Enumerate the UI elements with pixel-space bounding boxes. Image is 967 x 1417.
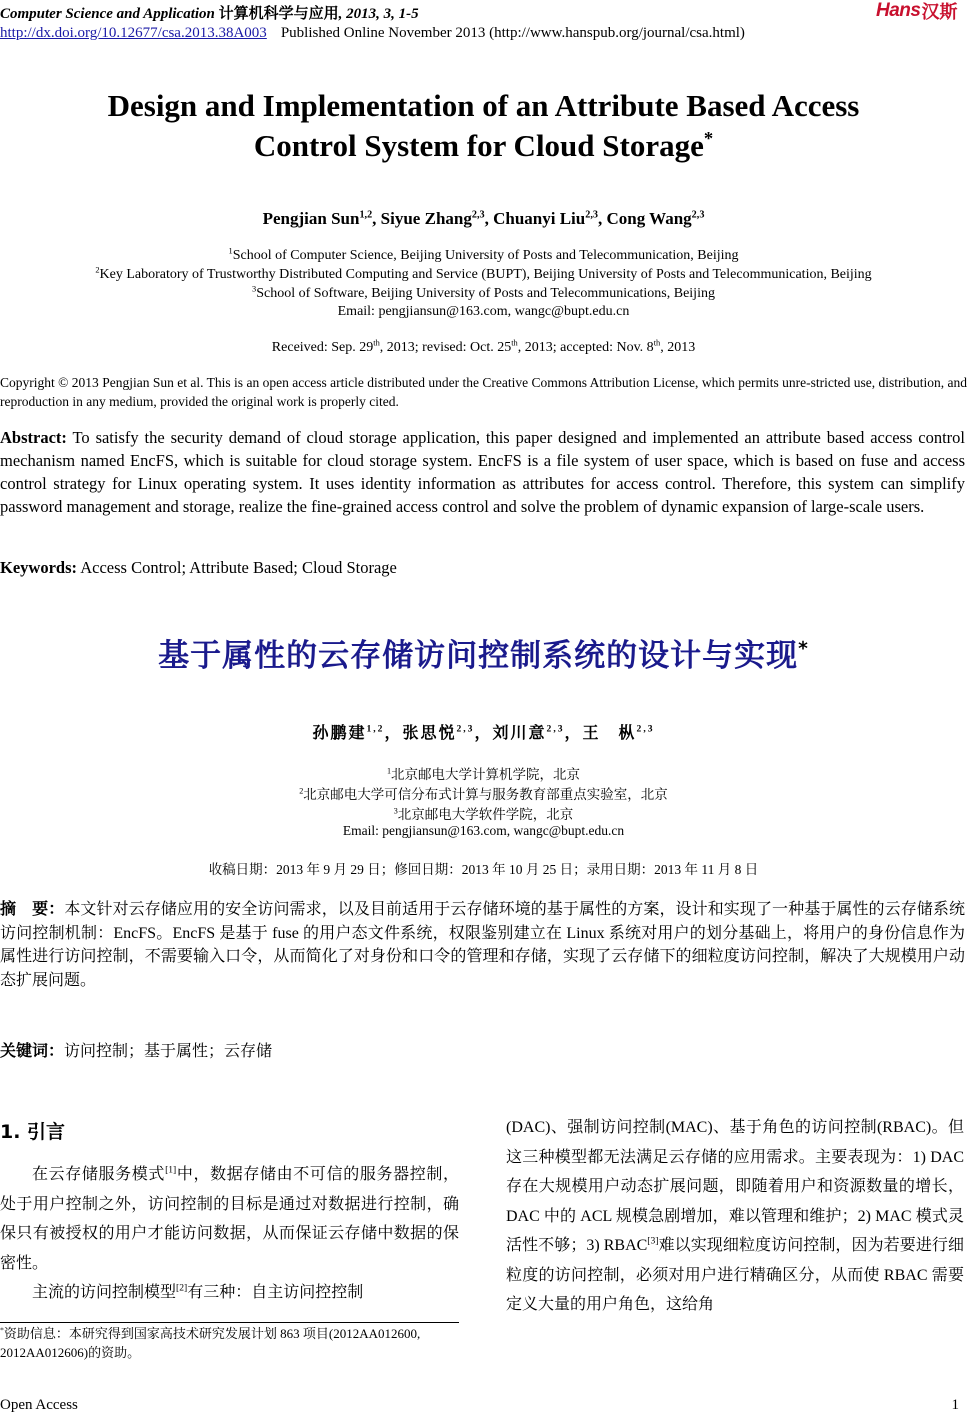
affiliation-cn-1 [0, 763, 967, 783]
doi-link[interactable]: http://dx.doi.org/10.12677/csa.2013.38A003 [0, 25, 267, 41]
right-column [506, 1113, 964, 1320]
author-cn: 张思悦 [402, 725, 457, 742]
affiliation-text: 北京邮电大学可信分布式计算与服务教育部重点实验室，北京 [303, 787, 668, 802]
journal-name-cn: 计算机科学与应用 [218, 6, 339, 22]
keywords-cn-text: 访问控制；基于属性；云存储 [64, 1043, 273, 1060]
section-title: 1. 引言 [0, 1121, 66, 1143]
email-en: Email: pengjiansun@163.com, wangc@bupt.edu.cn [337, 304, 630, 319]
text: 难以实现细粒度访问控制，因为若要进行细粒度的访问控制，必须对用户进行精确区分，从而使 RBAC 需要定义大量的用户角色，这给角 [506, 1237, 964, 1313]
paper-title-en [0, 86, 967, 166]
affiliation-num: 1 [386, 766, 392, 776]
copyright-notice: Copyright © 2013 Pengjian Sun et al. This is an open access article distributed under the Creative Commons Attribution License, which permits unre-stricted use, distribution, and reproduction in any medium, provided the original work is properly cited. [0, 375, 967, 409]
keywords-cn [0, 1038, 272, 1061]
paragraph [506, 1113, 964, 1320]
authors-cn [0, 720, 967, 743]
text: 中，数据存储由不可信的服务器控制，处于用户控制之外，访问控制的目标是通过对数据进行控制，确保只有被授权的用户才能访问数据，从而保证云存储中数据的保密性。 [0, 1166, 459, 1272]
abstract-cn [0, 898, 965, 992]
abstract-cn-label: 摘 要： [0, 901, 65, 918]
affiliation-num: 2 [95, 265, 100, 275]
footnote [0, 1324, 459, 1362]
author-cn: 孙鹏建 [312, 725, 367, 742]
title-footnote-mark: * [703, 128, 714, 150]
dates-en [0, 340, 967, 356]
footnote-text: 资助信息：本研究得到国家高技术研究发展计划 863 项目(2012AA012600, 2012AA012606)的资助。 [0, 1326, 421, 1360]
author-aff: 2,3 [471, 209, 485, 221]
keywords-label: Keywords: [0, 558, 77, 577]
title-line-2: Control System for Cloud Storage [253, 128, 704, 163]
affiliation-3 [0, 286, 967, 302]
author-aff: 2,3 [546, 723, 565, 735]
author-aff: 2,3 [456, 723, 475, 735]
text: 在云存储服务模式 [32, 1166, 166, 1183]
author-sep: , [597, 209, 607, 228]
keywords-en [0, 558, 397, 578]
keywords-text: Access Control; Attribute Based; Cloud Storage [77, 558, 397, 577]
affiliation-text: Key Laboratory of Trustworthy Distributed Computing and Service (BUPT), Beijing University of Posts and Telecommunication, Beijing [99, 267, 872, 282]
keywords-cn-label: 关键词： [0, 1043, 65, 1060]
author-aff: 2,3 [585, 209, 598, 221]
journal-issue: , 2013, 3, 1-5 [338, 6, 419, 22]
abstract-cn-text: 本文针对云存储应用的安全访问需求，以及目前适用于云存储环境的基于属性的方案，设计和实现了一种基于属性的云存储系统访问控制机制：EncFS。EncFS 是基于 fuse 的用户态文件系统，权限鉴别建立在 Linux 系统对用户的划分基础上，将用户的身份信息作为属性进行访问控制，不需要输入口令，从而简化了对身份和口令的管理和存储，实现了云存储下的细粒度访问控制，解决了大规模用户动态扩展问题。 [0, 901, 965, 989]
affiliation-num: 3 [252, 284, 257, 294]
author-aff: 2,3 [691, 209, 705, 221]
affiliation-text: 北京邮电大学计算机学院，北京 [391, 767, 581, 782]
footnote-divider [0, 1322, 459, 1323]
date-sup: th [511, 338, 518, 348]
date-revised: , 2013; revised: Oct. 25 [379, 340, 512, 355]
author-sep: , [372, 209, 381, 228]
author-aff: 2,3 [636, 723, 655, 735]
email-cn: Email: pengjiansun@163.com, wangc@bupt.edu.cn [342, 823, 625, 838]
date-sup: th [653, 338, 661, 348]
logo-text-cn: 汉斯 [921, 2, 958, 22]
citation: [3] [647, 1235, 659, 1247]
left-column [0, 1160, 459, 1308]
logo-text-en: Hans [876, 0, 921, 21]
author-aff: 1,2 [366, 723, 385, 735]
page-number: 1 [951, 1397, 959, 1413]
abstract-label: Abstract: [0, 428, 67, 447]
date-sup: th [373, 338, 380, 348]
date-year: , 2013 [660, 340, 696, 355]
affiliation-num: 1 [228, 246, 233, 256]
abstract-text: To satisfy the security demand of cloud storage application, this paper designed and implemented an attribute based access control mechanism named EncFS, which is suitable for cloud storage system. EncFS is a file system of user space, which is based on fuse and access control strategy for Linux operating system. It uses identity information as attributes for access control. Therefore, this system can simplify password management and storage, realize the fine-grained access control and solve the problem of dynamic expansion of large-scale users. [0, 428, 965, 516]
affiliation-1 [0, 248, 967, 264]
author-sep: , [484, 209, 494, 228]
date-received: Received: Sep. 29 [271, 340, 374, 355]
author-cn: 王 枞 [582, 725, 637, 742]
authors-en [0, 209, 967, 229]
publisher-logo [876, 0, 957, 22]
paragraph [0, 1160, 459, 1278]
paragraph [0, 1278, 459, 1308]
author-cn: 刘川意 [492, 725, 547, 742]
author: Chuanyi Liu [493, 209, 586, 228]
affiliation-text: School of Computer Science, Beijing University of Posts and Telecommunication, Beijing [232, 248, 739, 263]
date-accepted: , 2013; accepted: Nov. 8 [517, 340, 654, 355]
author: Siyue Zhang [380, 209, 472, 228]
author-aff: 1,2 [359, 209, 373, 221]
text: 主流的访问控制模型 [32, 1284, 177, 1301]
abstract-en [0, 426, 965, 518]
author-sep: ， [384, 725, 403, 742]
affiliation-cn-3 [0, 803, 967, 823]
affiliation-num: 3 [393, 806, 398, 816]
title-line-1: Design and Implementation of an Attribute Based Access [107, 88, 860, 123]
dates-cn: 收稿日期：2013 年 9 月 29 日；修回日期：2013 年 10 月 25 日；录用日期：2013 年 11 月 8 日 [208, 862, 759, 877]
title-cn-mark: * [798, 638, 809, 660]
footnote-mark: * [0, 1325, 4, 1335]
citation: [2] [176, 1282, 188, 1294]
footer-open-access: Open Access [0, 1397, 78, 1413]
journal-name: Computer Science and Application [0, 6, 215, 22]
affiliation-2 [0, 267, 967, 283]
text: 有三种：自主访问控控制 [187, 1284, 364, 1301]
author: Pengjian Sun [262, 209, 360, 228]
header-line2 [0, 25, 745, 42]
author: Cong Wang [606, 209, 692, 228]
citation: [1] [165, 1164, 177, 1176]
title-cn-text: 基于属性的云存储访问控制系统的设计与实现 [158, 638, 799, 674]
affiliation-num: 2 [299, 786, 304, 796]
author-sep: ， [474, 725, 493, 742]
journal-header [0, 2, 419, 23]
published-info: Published Online November 2013 (http://www.hanspub.org/journal/csa.html) [280, 25, 745, 41]
paper-title-cn [0, 630, 967, 675]
affiliation-text: 北京邮电大学软件学院，北京 [397, 807, 574, 822]
affiliation-text: School of Software, Beijing University of Posts and Telecommunications, Beijing [256, 286, 715, 301]
affiliation-cn-2 [0, 783, 967, 803]
author-sep: ， [564, 725, 583, 742]
text: (DAC)、强制访问控制(MAC)、基于角色的访问控制(RBAC)。但这三种模型都无法满足云存储的应用需求。主要表现为：1) DAC 存在大规模用户动态扩展问题，即随着用户和资源数量的增长，DAC 中的 ACL 规模急剧增加，难以管理和维护；2) MAC 模式灵活性不够；3) RBAC [506, 1119, 964, 1254]
